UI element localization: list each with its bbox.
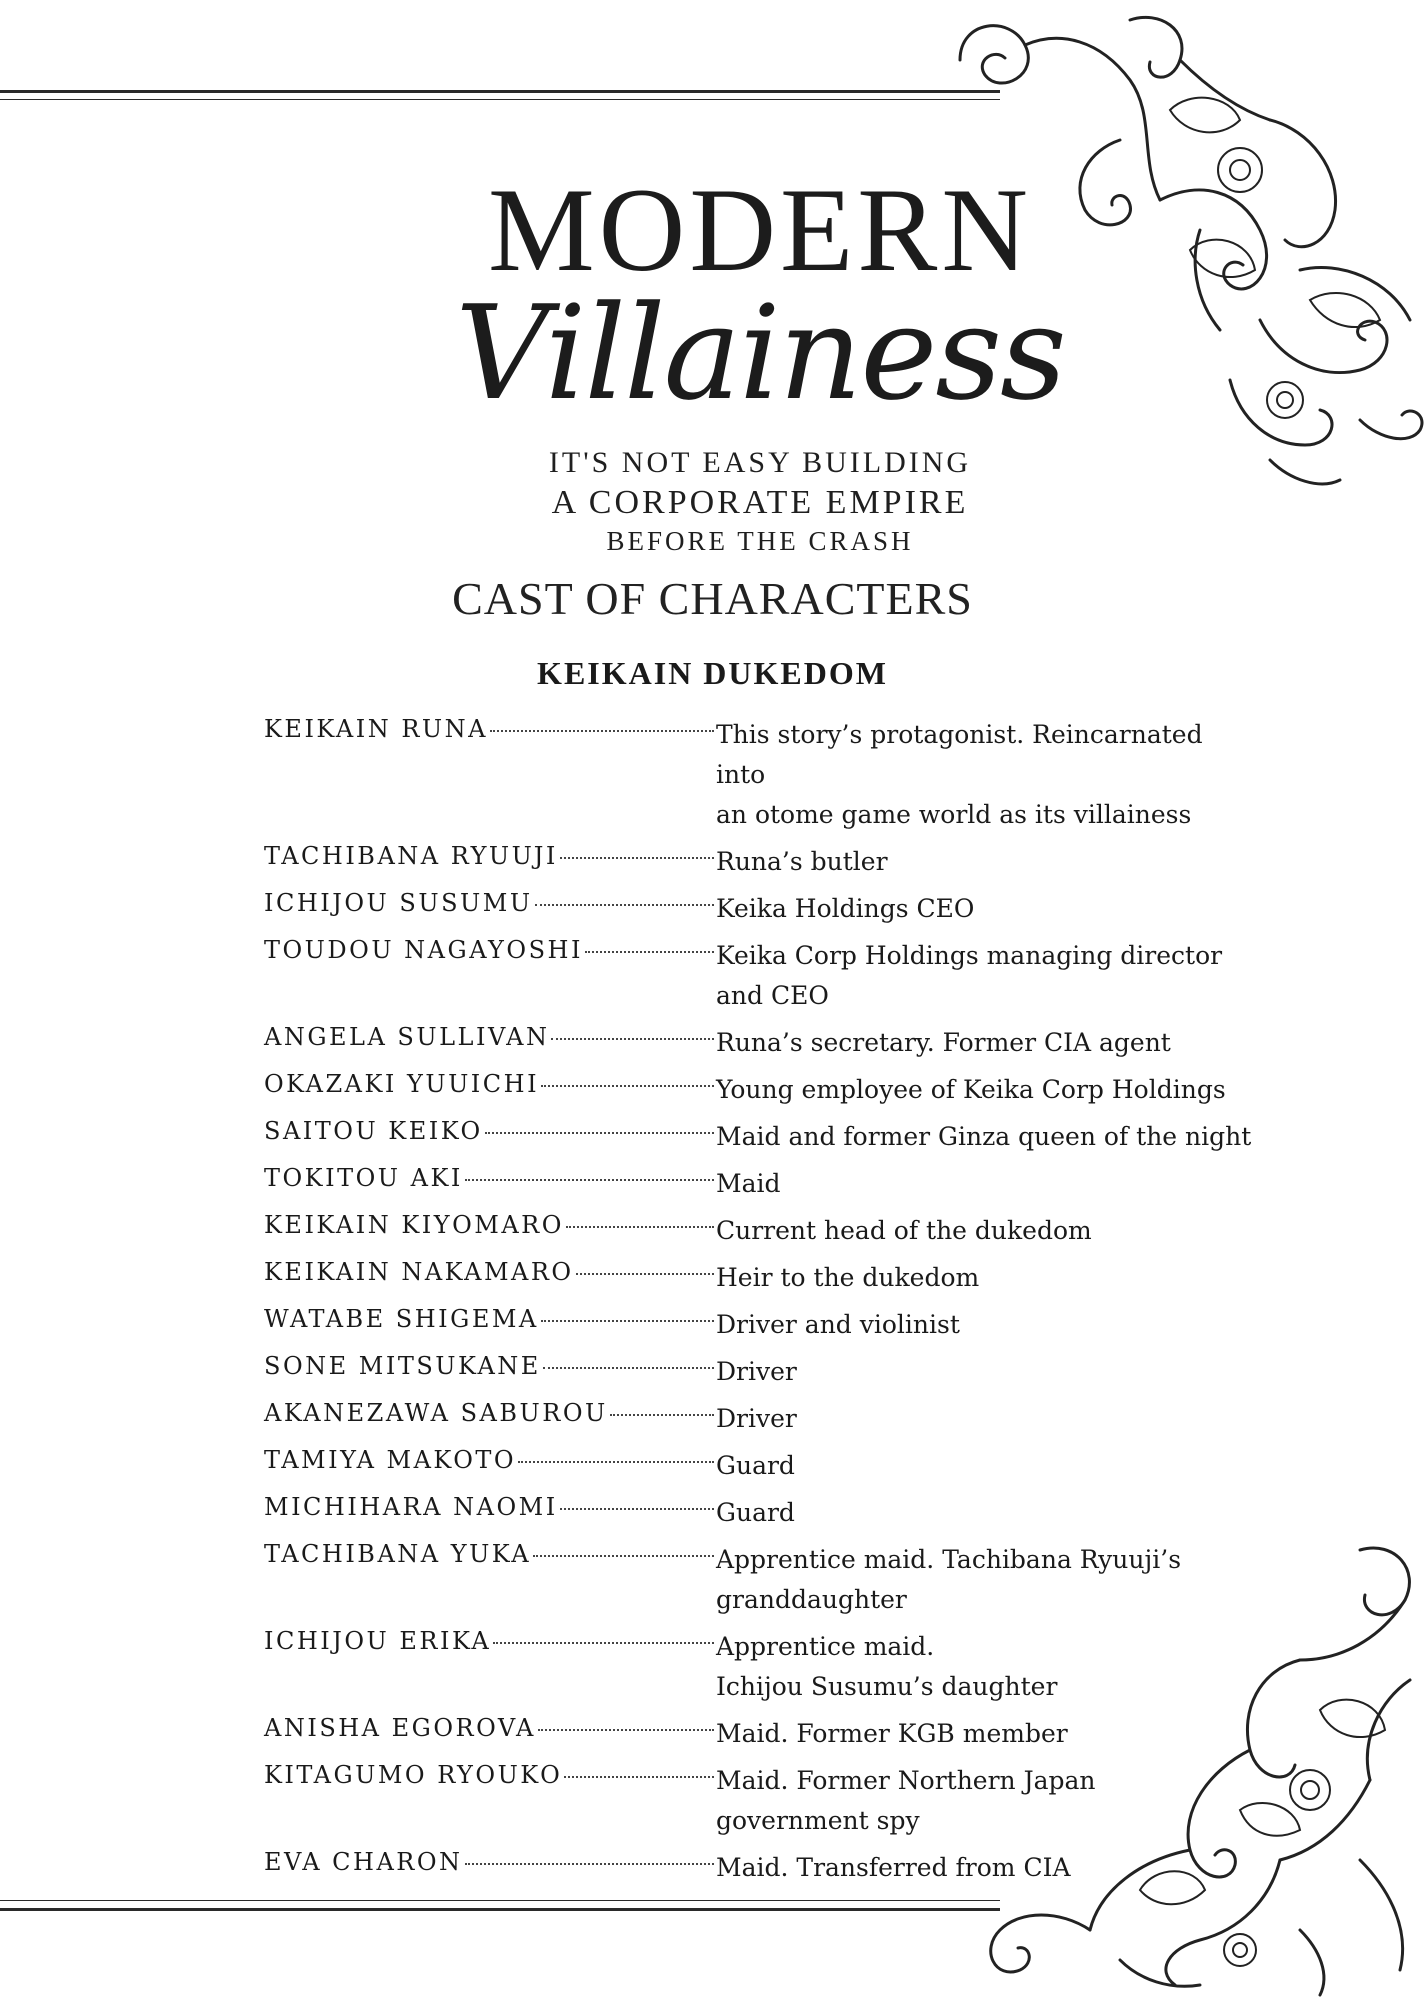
description-line: Guard: [716, 1498, 795, 1527]
character-name: SONE MITSUKANE: [264, 1352, 541, 1380]
cast-name-column: [264, 1446, 716, 1474]
book-title-block: [430, 163, 1090, 557]
cast-entry: [264, 1258, 1264, 1298]
character-name: KEIKAIN RUNA: [264, 715, 488, 743]
cast-name-column: [264, 1399, 716, 1427]
cast-entry: [264, 1493, 1264, 1533]
cast-name-column: [264, 1070, 716, 1098]
dot-leader: [485, 1132, 714, 1134]
cast-name-column: [264, 936, 716, 964]
dot-leader: [465, 1179, 714, 1181]
subtitle-line-2: A CORPORATE EMPIRE: [551, 484, 969, 521]
cast-of-characters-heading: CAST OF CHARACTERS: [452, 573, 973, 624]
cast-name-column: [264, 1352, 716, 1380]
character-name: TACHIBANA RYUUJI: [264, 842, 558, 870]
description-line: Apprentice maid. Tachibana Ryuuji’s: [716, 1545, 1182, 1574]
title-line-modern: MODERN: [487, 163, 1033, 296]
character-name: KEIKAIN NAKAMARO: [264, 1258, 574, 1286]
description-line: an otome game world as its villainess: [716, 800, 1192, 829]
dot-leader: [518, 1461, 714, 1463]
title-line-villainess: Villainess: [455, 277, 1065, 429]
description-line: Driver: [716, 1357, 797, 1386]
character-name: EVA CHARON: [264, 1848, 463, 1876]
character-name: OKAZAKI YUUICHI: [264, 1070, 540, 1098]
section-heading-keikain-dukedom: KEIKAIN DUKEDOM: [537, 655, 888, 691]
cast-entry: [264, 1714, 1264, 1754]
cast-name-column: [264, 1023, 716, 1051]
cast-name-column: [264, 1164, 716, 1192]
description-line: This story’s protagonist. Reincarnated into: [716, 720, 1203, 789]
description-line: Maid. Former KGB member: [716, 1719, 1068, 1748]
cast-name-column: [264, 1258, 716, 1286]
cast-name-column: [264, 889, 716, 917]
character-name: ICHIJOU SUSUMU: [264, 889, 533, 917]
character-description: [716, 1023, 1256, 1063]
character-description: [716, 1352, 1256, 1392]
cast-name-column: [264, 1848, 716, 1876]
cast-entry: [264, 1023, 1264, 1063]
character-name: KITAGUMO RYOUKO: [264, 1761, 563, 1789]
dot-leader: [610, 1414, 714, 1416]
dot-leader: [566, 1226, 714, 1228]
description-line: and CEO: [716, 981, 829, 1010]
cast-entry: [264, 1352, 1264, 1392]
cast-entry: [264, 1305, 1264, 1345]
description-line: Guard: [716, 1451, 795, 1480]
cast-name-column: [264, 715, 716, 743]
cast-entry: [264, 1211, 1264, 1251]
cast-entry: [264, 1070, 1264, 1110]
character-name: ICHIJOU ERIKA: [264, 1627, 492, 1655]
character-description: [716, 1627, 1256, 1707]
dot-leader: [551, 1038, 714, 1040]
dot-leader: [560, 1508, 714, 1510]
character-name: WATABE SHIGEMA: [264, 1305, 539, 1333]
description-line: Runa’s butler: [716, 847, 888, 876]
bottom-rule-thin: [0, 1900, 1000, 1901]
cast-entry: [264, 936, 1264, 1016]
character-description: [716, 1117, 1256, 1157]
character-name: TAMIYA MAKOTO: [264, 1446, 517, 1474]
dot-leader: [541, 1320, 714, 1322]
cast-name-column: [264, 842, 716, 870]
character-name: SAITOU KEIKO: [264, 1117, 483, 1145]
cast-name-column: [264, 1211, 716, 1239]
cast-name-column: [264, 1305, 716, 1333]
character-description: [716, 1714, 1256, 1754]
character-description: [716, 1399, 1256, 1439]
description-line: Runa’s secretary. Former CIA agent: [716, 1028, 1171, 1057]
dot-leader: [533, 1555, 714, 1557]
description-line: Keika Corp Holdings managing director: [716, 941, 1223, 970]
cast-entry: [264, 1446, 1264, 1486]
character-description: [716, 1540, 1256, 1620]
character-name: KEIKAIN KIYOMARO: [264, 1211, 564, 1239]
bottom-rule: [0, 1908, 1000, 1911]
character-description: [716, 1258, 1256, 1298]
character-name: TOUDOU NAGAYOSHI: [264, 936, 583, 964]
cast-entry: [264, 715, 1264, 835]
dot-leader: [535, 904, 714, 906]
character-description: [716, 1446, 1256, 1486]
cast-name-column: [264, 1540, 716, 1568]
character-description: [716, 1164, 1256, 1204]
description-line: Keika Holdings CEO: [716, 894, 975, 923]
cast-name-column: [264, 1761, 716, 1789]
cast-entry: [264, 889, 1264, 929]
character-name: ANGELA SULLIVAN: [264, 1023, 550, 1051]
description-line: Maid. Transferred from CIA: [716, 1853, 1071, 1882]
dot-leader: [465, 1863, 714, 1865]
character-description: [716, 1211, 1256, 1251]
cast-entry: [264, 842, 1264, 882]
cast-entry: [264, 1117, 1264, 1157]
cast-list: [264, 715, 1264, 1895]
dot-leader: [564, 1776, 714, 1778]
description-line: Driver: [716, 1404, 797, 1433]
character-name: TOKITOU AKI: [264, 1164, 463, 1192]
character-name: MICHIHARA NAOMI: [264, 1493, 558, 1521]
subtitle-line-3: BEFORE THE CRASH: [606, 526, 914, 556]
character-name: ANISHA EGOROVA: [264, 1714, 536, 1742]
dot-leader: [585, 951, 714, 953]
cast-name-column: [264, 1117, 716, 1145]
dot-leader: [490, 730, 714, 732]
character-description: [716, 1848, 1256, 1888]
cast-name-column: [264, 1627, 716, 1655]
description-line: Maid: [716, 1169, 781, 1198]
character-description: [716, 1070, 1256, 1110]
description-line: Young employee of Keika Corp Holdings: [716, 1075, 1226, 1104]
description-line: Maid and former Ginza queen of the night: [716, 1122, 1252, 1151]
top-rule: [0, 90, 1000, 93]
cast-entry: [264, 1164, 1264, 1204]
cast-entry: [264, 1627, 1264, 1707]
character-description: [716, 889, 1256, 929]
description-line: granddaughter: [716, 1585, 907, 1614]
cast-name-column: [264, 1714, 716, 1742]
character-name: TACHIBANA YUKA: [264, 1540, 532, 1568]
top-rule-thin: [0, 99, 1000, 100]
description-line: Current head of the dukedom: [716, 1216, 1092, 1245]
description-line: Apprentice maid.: [716, 1632, 935, 1661]
description-line: Ichijou Susumu’s daughter: [716, 1672, 1058, 1701]
subtitle-line-1: IT'S NOT EASY BUILDING: [548, 446, 972, 479]
character-description: [716, 936, 1256, 1016]
description-line: Heir to the dukedom: [716, 1263, 980, 1292]
cast-entry: [264, 1761, 1264, 1841]
character-description: [716, 715, 1256, 835]
dot-leader: [493, 1642, 714, 1644]
character-description: [716, 1493, 1256, 1533]
character-description: [716, 842, 1256, 882]
cast-name-column: [264, 1493, 716, 1521]
dot-leader: [543, 1367, 714, 1369]
cast-entry: [264, 1540, 1264, 1620]
description-line: government spy: [716, 1806, 920, 1835]
cast-entry: [264, 1399, 1264, 1439]
description-line: Driver and violinist: [716, 1310, 960, 1339]
dot-leader: [576, 1273, 714, 1275]
character-description: [716, 1761, 1256, 1841]
character-description: [716, 1305, 1256, 1345]
cast-entry: [264, 1848, 1264, 1888]
dot-leader: [538, 1729, 714, 1731]
dot-leader: [541, 1085, 714, 1087]
dot-leader: [560, 857, 714, 859]
description-line: Maid. Former Northern Japan: [716, 1766, 1096, 1795]
character-name: AKANEZAWA SABUROU: [264, 1399, 608, 1427]
